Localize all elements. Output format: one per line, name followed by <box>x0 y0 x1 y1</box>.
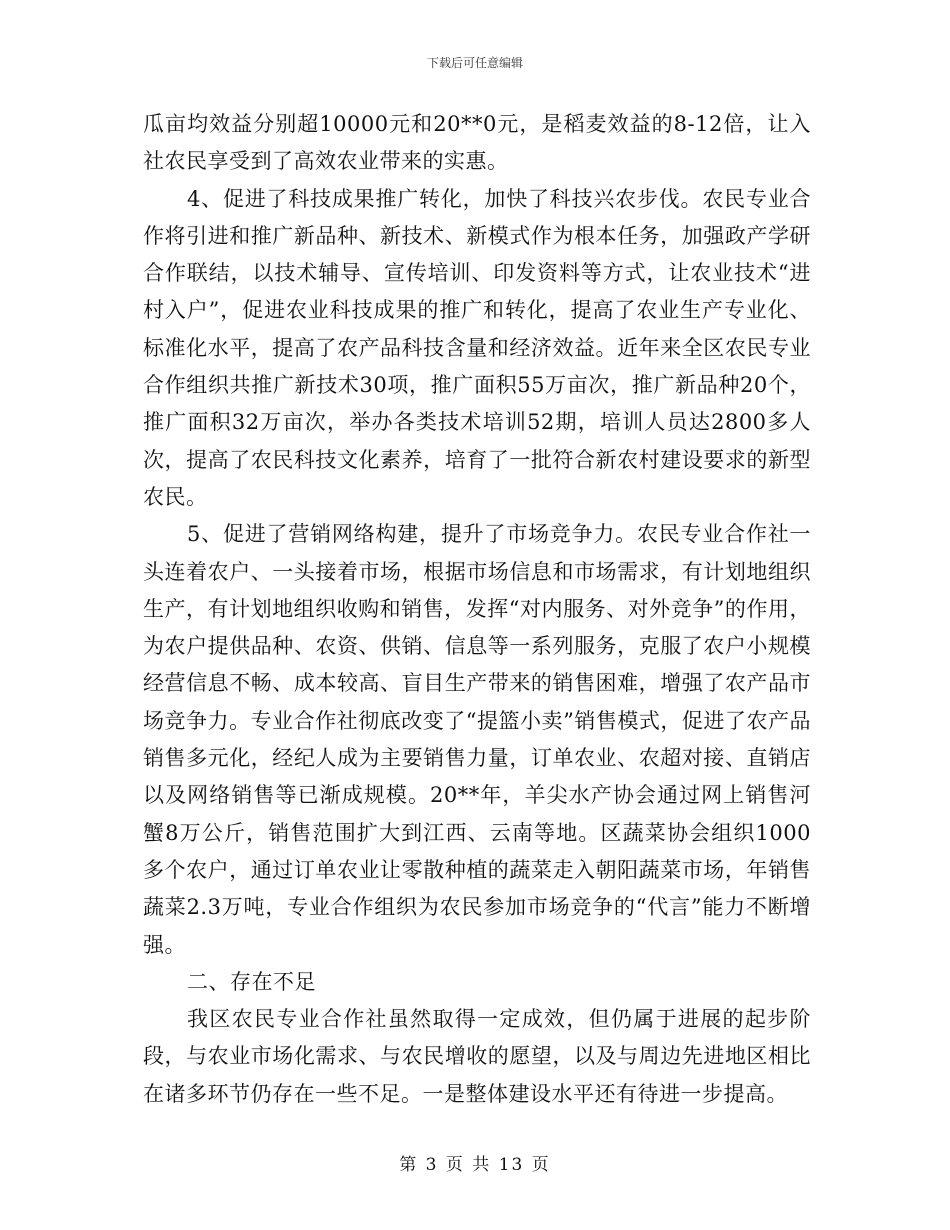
section-heading-shortcomings: 二、存在不足 <box>187 969 316 994</box>
paragraph-continuation: 瓜亩均效益分别超10000元和20**0元，是稻麦效益的8-12倍，让入社农民享受到了高效农业带来的实惠。 <box>143 112 811 174</box>
document-body <box>143 106 811 1113</box>
paragraph-tech-promotion: 4、促进了科技成果推广转化，加快了科技兴农步伐。农民专业合作将引进和推广新品种、新技术、新模式作为根本任务，加强政产学研合作联结，以技术辅导、宣传培训、印发资料等方式，让农业技术“进村入户”，促进农业科技成果的推广和转化，提高了农业生产专业化、标准化水平，提高了农产品科技含量和经济效益。近年来全区农民专业合作组织共推广新技术30项，推广面积55万亩次，推广新品种20个，推广面积32万亩次，举办各类技术培训52期，培训人员达2800多人次，提高了农民科技文化素养，培育了一批符合新农村建设要求的新型农民。 <box>143 186 811 509</box>
paragraph-marketing-network: 5、促进了营销网络构建，提升了市场竞争力。农民专业合作社一头连着农户、一头接着市场，根据市场信息和市场需求，有计划地组织生产，有计划地组织收购和销售，发挥“对内服务、对外竞争”的作用，为农户提供品种、农资、供销、信息等一系列服务，克服了农户小规模经营信息不畅、成本较高、盲目生产带来的销售困难，增强了农产品市场竞争力。专业合作社彻底改变了“提篮小卖”销售模式，促进了农产品销售多元化，经纪人成为主要销售力量，订单农业、农超对接、直销店以及网络销售等已渐成规模。20**年，羊尖水产协会通过网上销售河蟹8万公斤，销售范围扩大到江西、云南等地。区蔬菜协会组织1000多个农户，通过订单农业让零散种植的蔬菜走入朝阳蔬菜市场，年销售蔬菜2.3万吨，专业合作组织为农民参加市场竞争的“代言”能力不断增强。 <box>143 522 811 957</box>
page-footer: 第 3 页 共 13 页 <box>399 1155 551 1175</box>
paragraph-shortcomings: 我区农民专业合作社虽然取得一定成效，但仍属于进展的起步阶段，与农业市场化需求、与农民增收的愿望，以及与周边先进地区相比在诸多环节仍存在一些不足。一是整体建设水平还有待进一步提高。 <box>143 1007 811 1106</box>
page-header: 下载后可任意编辑 <box>426 56 523 70</box>
